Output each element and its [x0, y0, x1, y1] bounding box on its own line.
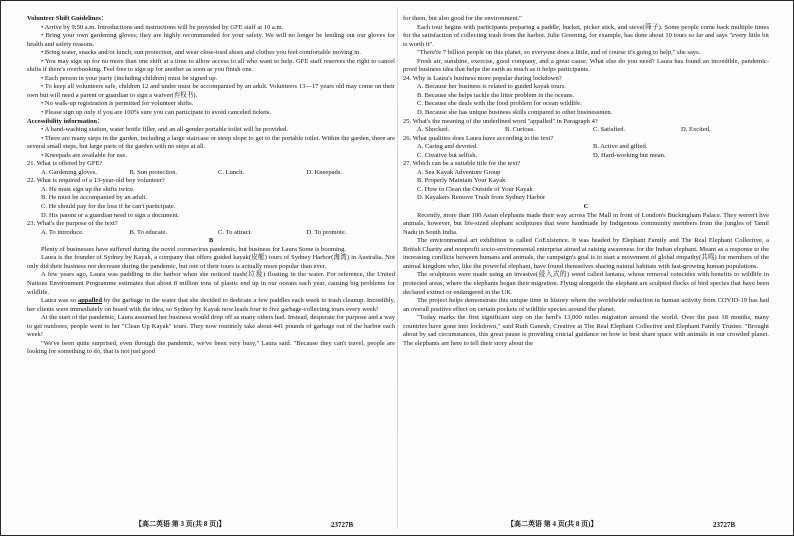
option: C. He should pay for the loss if he can't participate. — [41, 203, 176, 211]
option: B. Sun protection. — [129, 168, 178, 176]
passage-c-paragraph: The sculptures were made using an invasive(侵入式的) weed called lantana, whose removal coincides with benefits to wildlife in protected areas, where the elephants began their migration. Flying alongside the elephant are sculpted flocks of bird species that have been declared extinct or endangered in the UK. — [403, 271, 769, 296]
option: A. Caring and devoted. — [417, 143, 478, 151]
question-21-options — [27, 169, 395, 178]
option: B. Because she helps tackle the litter problem in the oceans. — [417, 91, 575, 99]
question-21: 21. What is offered by GFE? — [27, 160, 103, 168]
guideline-item: • Please sign up only if you are 100% sure you can participate to avoid canceled tickets. — [41, 109, 272, 117]
passage-c-paragraph: Recently, more than 100 Asian elephants made their way across The Mall in front of London's Buckingham Palace. They weren't live animals, however, but life-sized elephant sculptures that were handmade by Indigenous community members from the jungles of Tamil Nadu in South India. — [403, 211, 769, 236]
option: A. To introduce. — [41, 228, 84, 236]
option: B. Curious. — [505, 126, 536, 134]
passage-b-paragraph: for them, but also good for the environment." — [403, 15, 522, 22]
question-26-options-row2 — [403, 152, 769, 161]
passage-b-paragraph: "There're 7 billion people on this planet, so everyone does a little, and of course it's going to help," she says. — [417, 49, 701, 57]
option: D. Excited. — [681, 126, 711, 134]
text-run: Laura was so — [41, 297, 78, 305]
page-number-right: 【高二英语 第 4 页(共 8 页)】 — [507, 520, 598, 528]
accessibility-item: • A hand-washing station, water bottle filler, and an all-gender portable toilet will be provided. — [41, 126, 288, 134]
question-25-options — [403, 126, 769, 135]
accessibility-item: • There are many steps in the garden, including a large staircase or steep slope to get to the portable toilet. Within the garden, there are several small steps, but large parts of the garden with no steps at all. — [27, 134, 395, 151]
option: D. Kayakers Remove Trash from Sydney Harbor — [417, 194, 546, 202]
page-number-left: 【高二英语 第 3 页(共 8 页)】 — [135, 520, 226, 528]
section-c-heading: C — [583, 203, 589, 211]
page-fold — [397, 7, 398, 529]
question-23: 23. What's the purpose of the text? — [27, 220, 118, 228]
guideline-item: • You may sign up for no more than one shift at a time to allow access to all who want to help. GFE staff reserves the right to cancel shifts if there's overbooking. Feel free to sign up for another as soon as you finish one. — [27, 57, 395, 74]
option: B. Active and gifted. — [593, 143, 648, 151]
guideline-item: • To keep all volunteers safe, children 12 and under must be accompanied by an adult. Volunteers 13—17 years old may come on their own but will need a parent or guardian to sign a waiver(弃权书). — [27, 83, 395, 99]
option: B. To educate. — [129, 228, 168, 236]
question-22: 22. What is required of a 13-year-old boy volunteer? — [27, 177, 165, 185]
passage-b-paragraph: Laura is the founder of Sydney by Kayak, a company that offers guided kayak(皮艇) tours of Sydney Harbor(海湾) in Australia. Not only did their business not decrease during the pandemic, but one of their tours is actually more popular than ever. — [27, 254, 395, 270]
accessibility-heading: Accessibility information： — [27, 117, 104, 125]
passage-b-paragraph: A few years ago, Laura was paddling in the harbor when she noticed trash(垃圾) floating in the water. For reference, the United Nations Environment Programme estimates that about 8 million tons of plastic end up in our oceans each year, causing big problems for wildlife. — [27, 271, 395, 296]
text-run: by the garbage in the water that she decided to dedicate a few paddles each week to trash cleanup. Incredibly, her clients were immediately on board with the idea, so Sydney by Kayak now leads four to five garbage-collecting tours every week! — [27, 297, 395, 313]
option: D. Because she has unique business skills compared to other businessmen. — [417, 109, 613, 117]
option: A. Because her business is related to guided kayak tours. — [417, 83, 566, 91]
passage-b-paragraph: Plenty of businesses have suffered during the novel coronavirus pandemic, but business for Laura Stone is booming. — [41, 245, 346, 253]
option: B. Properly Maintain Your Kayak — [417, 177, 506, 185]
question-26-options-row1 — [403, 143, 769, 152]
option: B. He must be accompanied by an adult. — [41, 194, 147, 202]
guideline-item: • Arrive by 9:50 a.m. Introductions and instructions will be provided by GFE staff at 10 a.m. — [41, 23, 284, 31]
option: C. How to Clean the Outside of Your Kayak — [417, 185, 533, 193]
option: A. Shocked. — [417, 126, 450, 134]
question-27: 27. Which can be a suitable title for the text? — [403, 160, 521, 168]
question-24: 24. Why is Laura's business more popular during lockdown? — [403, 74, 562, 82]
option: C. Because she deals with the food problem for ocean wildlife. — [417, 100, 582, 108]
option: C. To attract. — [218, 228, 252, 236]
passage-b-paragraph — [27, 297, 395, 314]
passage-c-paragraph: The project helps demonstrate this unique time in history where the worldwide reduction in human activity from COVID-19 has had an overall positive effect on certain pockets of wildlife species around the planet. — [403, 297, 769, 313]
question-23-options — [27, 229, 395, 238]
exam-code-left: 23727B — [331, 521, 354, 529]
passage-b-paragraph: "We've been quite surprised, even through the pandemic, we've been very busy," Laura said. "Because they can't travel, people are looking for something to do, that is not just good — [27, 339, 395, 356]
passage-c-paragraph: "Today marks the first significant step on the herd's 13,000 miles migration around the world. Over the past 18 months, many countries have gone into lockdown," said Ruth Ganesh, Creative at The Real Elephant Collective and Elephant Family Trustee. "Brought about by sad circumstances, this great pause is providing crucial guidance on how to best share space with animals in our crowded planet. The elephants are here to tell their story about the — [403, 314, 769, 347]
right-page-column — [403, 15, 769, 509]
option: C. Satisfied. — [593, 126, 626, 134]
option: A. He must sign up the shifts twice. — [41, 185, 135, 193]
question-25: 25. What's the meaning of the underlined word "appalled" in Paragraph 4? — [403, 117, 598, 125]
accessibility-item: • Kneepads are available for use. — [41, 151, 127, 159]
option: D. His parent or a guardian need to sign a document. — [41, 211, 180, 219]
passage-c-paragraph: The environmental art exhibition is called CoExistence. It was headed by Elephant Family and The Real Elephant Collective, a British Charity and nonprofit socio-environmental enterprise aimed at raising awareness for the Indian elephant. Meant as a response to the increasing conflicts between humans and animals, the campaign's goal is to start a movement of global empathy(共鸣) for members of the animal kingdom who, like the powerful elephant, have found themselves sharing natural habitats with fast-growing human populations. — [403, 237, 769, 270]
option: D. To promote. — [306, 228, 347, 236]
option: C. Lunch. — [218, 168, 245, 176]
option: D. Kneepads. — [306, 168, 342, 176]
question-26: 26. What qualities does Laura have according to the text? — [403, 134, 554, 142]
passage-b-paragraph: Each tour begins with participants preparing a paddle, bucket, picker stick, and sieve(筛子). Some people come back multiple times for the satisfaction of collecting trash from the harbor. Julie Greening, for example, has done about 10 tours so far and says "every little bit is worth it". — [403, 23, 769, 48]
option: A. Gardening gloves. — [41, 168, 98, 176]
exam-code-right: 23727B — [713, 521, 736, 529]
section-b-heading: B — [208, 237, 214, 245]
guideline-item: • Bring water, snacks and/or lunch, sun protection, and wear close-toed shoes and clothes you feel comfortable moving in. — [41, 49, 361, 57]
guideline-item: • Each person in your party (including children) must be signed up. — [41, 74, 218, 82]
guideline-item: • Bring your own gardening gloves; they are highly recommended for your safety. We will no longer be lending out our gloves for health and safety reasons. — [27, 32, 395, 48]
passage-b-paragraph: Fresh air, sunshine, exercise, good company, and a great cause. What else do you need? Laura has found an incredible, pandemic-proof business idea that helps the earth as much as it helps participants. — [403, 57, 769, 74]
guideline-item: • No walk-up registration is permitted for volunteer shifts. — [41, 100, 194, 108]
passage-b-paragraph: At the start of the pandemic, Laura assumed her business would drop off as many others had. Instead, desperate for purpose and a way to get outdoors, people went to her "Clean Up Kayak" tours. They now routinely take about 441 pounds of garbage out of the harbor each week! — [27, 314, 395, 339]
volunteer-guidelines-heading: Volunteer Shift Guidelines： — [27, 15, 108, 22]
option: A. Sea Kayak Adventure Group — [417, 168, 501, 176]
option: D. Hard-working but mean. — [593, 151, 666, 159]
underlined-word: appalled — [77, 297, 102, 305]
option: C. Creative but selfish. — [417, 151, 478, 159]
left-page-column — [27, 15, 395, 509]
